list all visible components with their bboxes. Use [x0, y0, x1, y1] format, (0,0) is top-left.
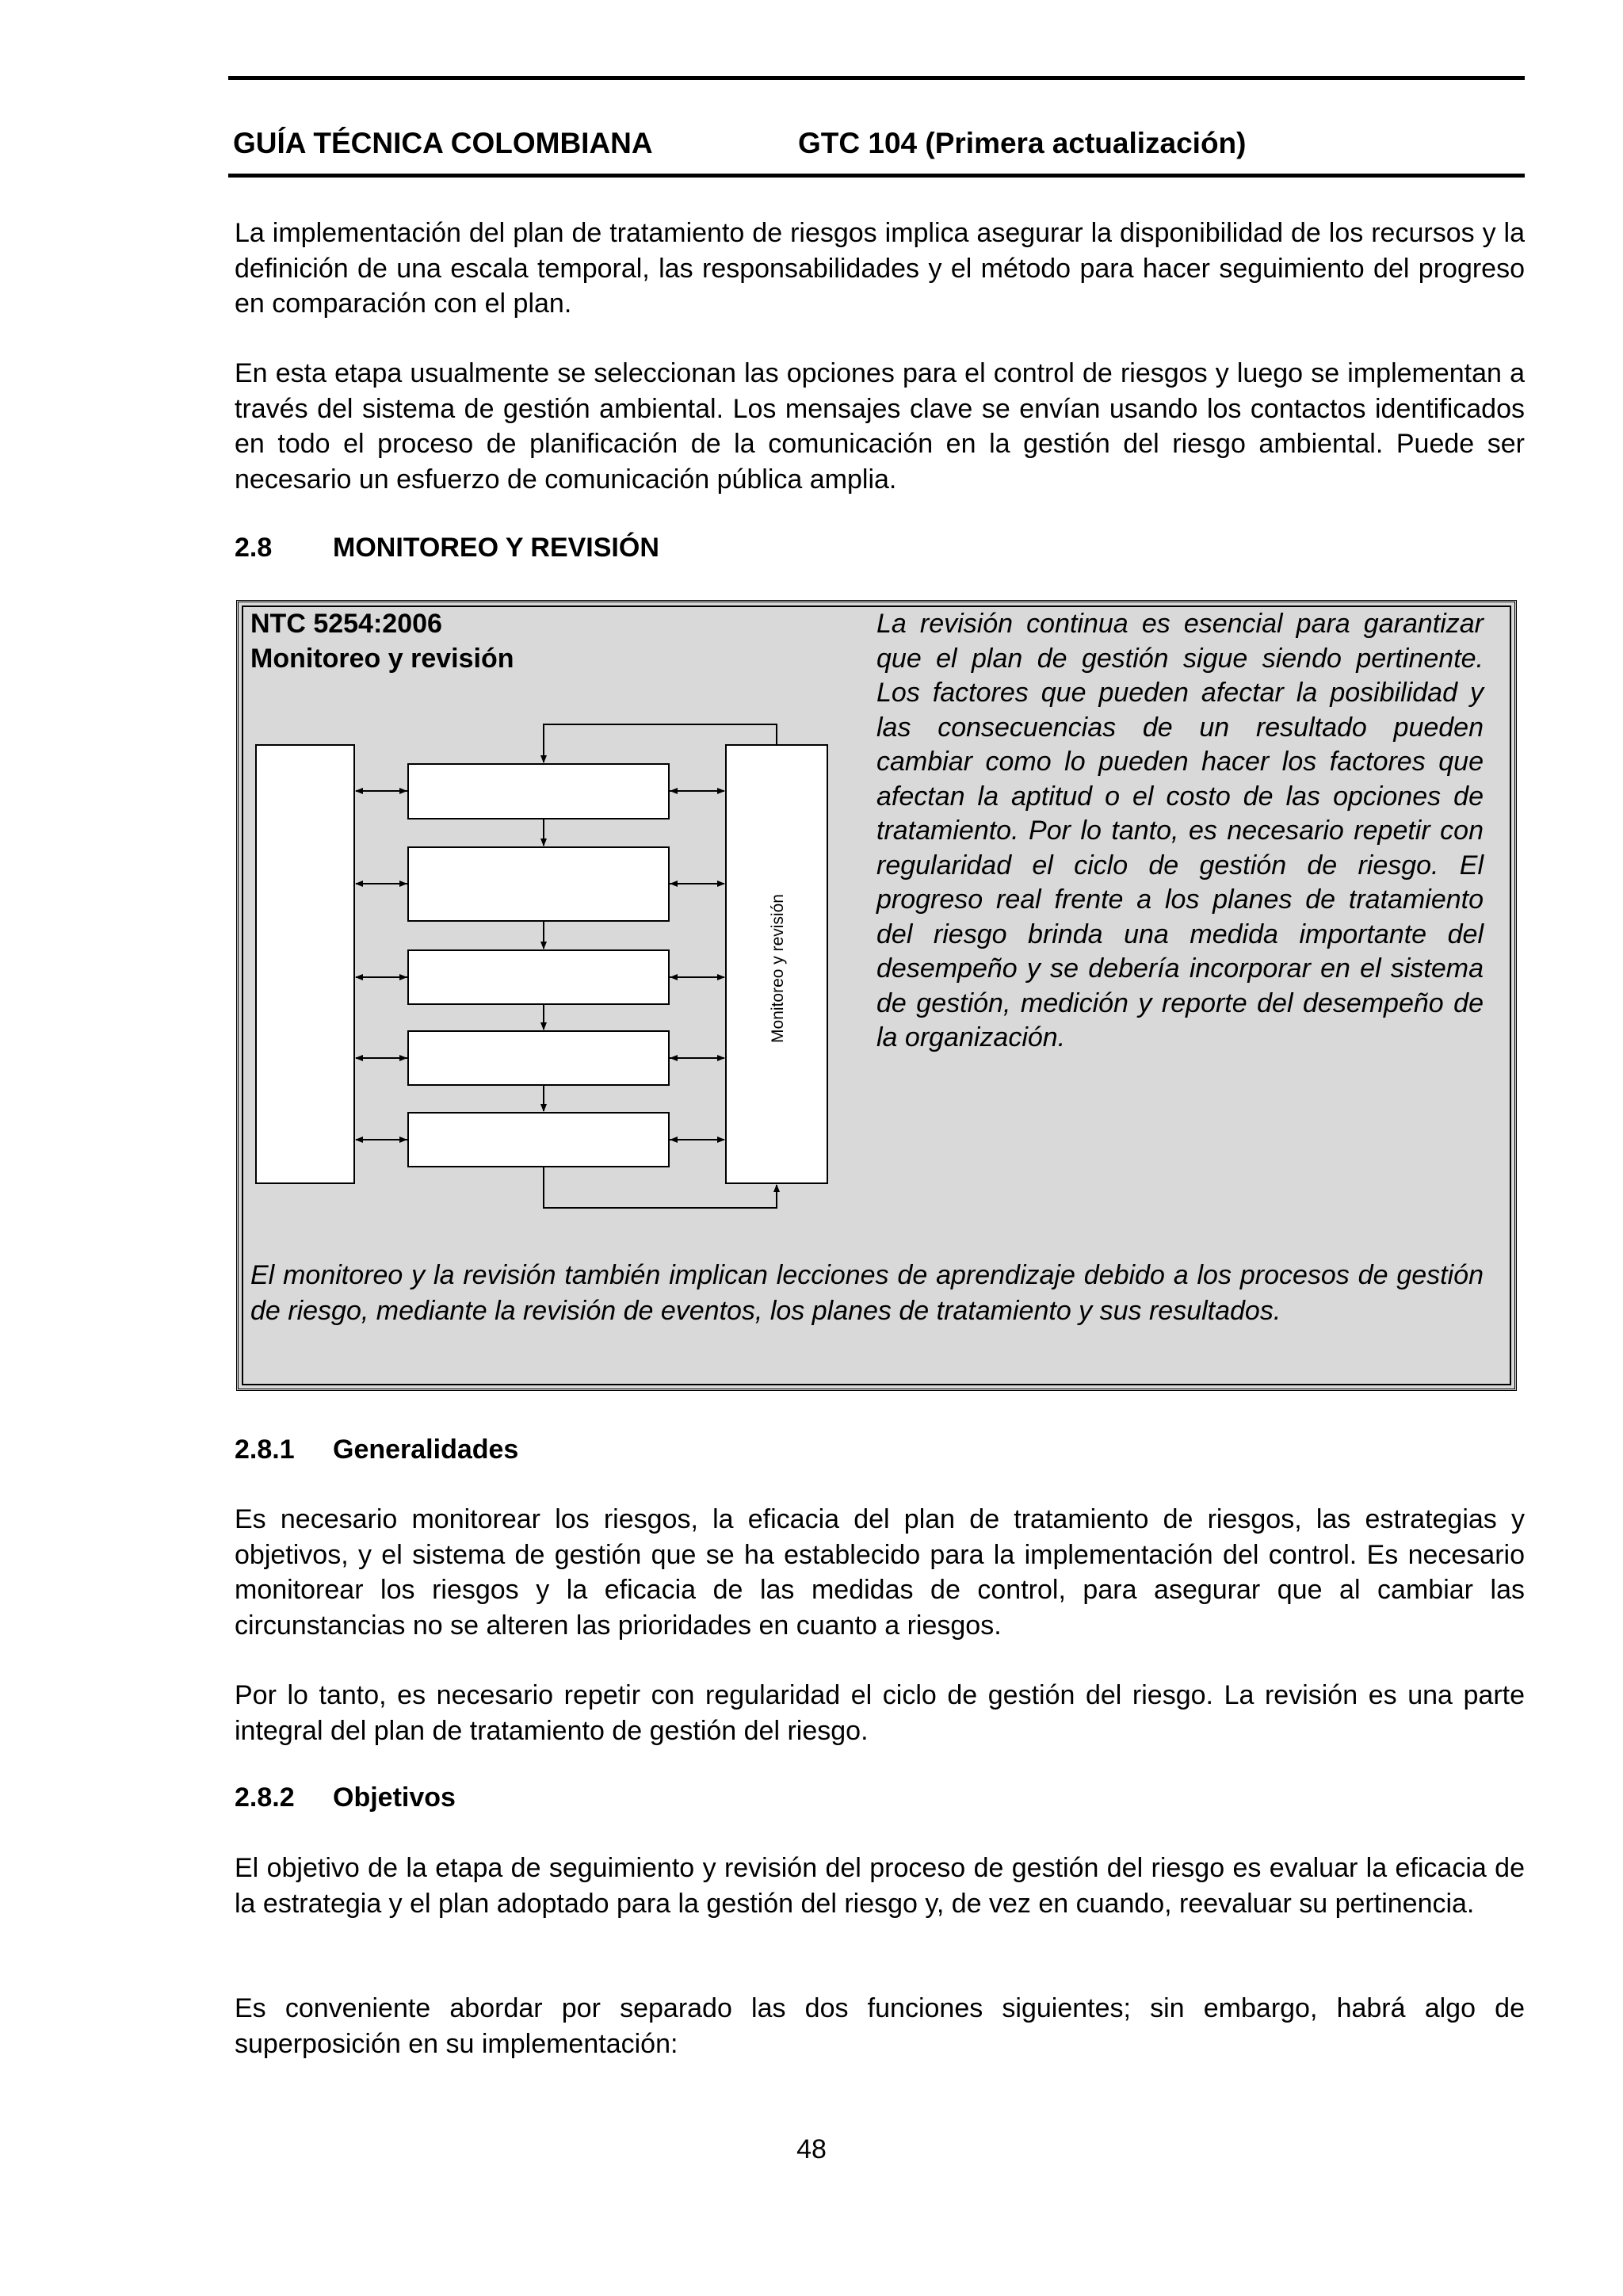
section-number: 2.8 [235, 533, 273, 563]
diagram-step-box [408, 847, 669, 921]
diagram-left-column-box [256, 745, 354, 1183]
header-left-title: GUÍA TÉCNICA COLOMBIANA [233, 127, 653, 159]
section-number: 2.8.2 [235, 1782, 295, 1813]
diagram-step-box [408, 764, 669, 819]
diagram-step-box [408, 950, 669, 1004]
section-2-8-1-paragraph-1: Es necesario monitorear los riesgos, la eficacia del plan de tratamiento de riesgos, las estrategias y objetivos, y el sistema de gestión que se ha establecido para la implementación del control. Es necesario monitorear los riesgos y la eficacia de las medidas de control, para asegurar que al cambiar las circunstancias no se alteren las prioridades en cuanto a riesgos. [235, 1504, 1525, 1641]
section-2-8-2-heading [235, 1782, 456, 1813]
section-2-8-1-paragraph-2: Por lo tanto, es necesario repetir con regularidad el ciclo de gestión del riesgo. La revisión es una parte integral del plan de tratamiento de gestión del riesgo. [235, 1680, 1525, 1746]
intro-paragraph-1: La implementación del plan de tratamiento de riesgos implica asegurar la disponibilidad de los recursos y la definición de una escala temporal, las responsabilidades y el método para hacer seguimiento del progreso en comparación con el plan. [235, 218, 1525, 319]
diagram-monitoring-label: Monitoreo y revisión [769, 894, 787, 1043]
page-number: 48 [796, 2134, 827, 2164]
section-number: 2.8.1 [235, 1435, 295, 1465]
header-top-rule [228, 76, 1525, 80]
section-title: Generalidades [333, 1435, 519, 1465]
box-standard-code: NTC 5254:2006 [250, 609, 442, 639]
box-bottom-text: El monitoreo y la revisión también implican lecciones de aprendizaje debido a los procesos de gestión de riesgo, mediante la revisión de eventos, los planes de tratamiento y sus resultados. [250, 1260, 1484, 1326]
box-right-text: La revisión continua es esencial para garantizar que el plan de gestión sigue siendo pertinente. Los factores que pueden afectar la posibilidad y las consecuencias de un resultado pueden cambiar como lo pueden hacer los factores que afectan la aptitud o el costo de las opciones de tratamiento. Por lo tanto, es necesario repetir con regularidad el ciclo de gestión de riesgo. El progreso real frente a los planes de tratamiento del riesgo brinda una medida importante del desempeño y se debería incorporar en el sistema de gestión, medición y reporte del desempeño de la organización. [876, 609, 1484, 1052]
section-2-8-heading [235, 533, 659, 563]
section-2-8-2-paragraph-2: Es conveniente abordar por separado las dos funciones siguientes; sin embargo, habrá algo de superposición en su implementación: [235, 1993, 1525, 2059]
header-bottom-rule [228, 174, 1525, 178]
section-title: Objetivos [333, 1782, 456, 1813]
header-right-title: GTC 104 (Primera actualización) [798, 127, 1247, 159]
box-subtitle: Monitoreo y revisión [250, 644, 514, 674]
diagram-step-box [408, 1113, 669, 1167]
section-title: MONITOREO Y REVISIÓN [333, 533, 659, 563]
section-2-8-1-heading [235, 1435, 518, 1465]
diagram-step-box [408, 1031, 669, 1085]
intro-paragraph-2: En esta etapa usualmente se seleccionan las opciones para el control de riesgos y luego se implementan a través del sistema de gestión ambiental. Los mensajes clave se envían usando los contactos identificados en todo el proceso de planificación de la comunicación en la gestión del riesgo ambiental. Puede ser necesario un esfuerzo de comunicación pública amplia. [235, 358, 1525, 495]
section-2-8-2-paragraph-1: El objetivo de la etapa de seguimiento y revisión del proceso de gestión del riesgo es evaluar la eficacia de la estrategia y el plan adoptado para la gestión del riesgo y, de vez en cuando, reevaluar su pertinencia. [235, 1853, 1525, 1919]
